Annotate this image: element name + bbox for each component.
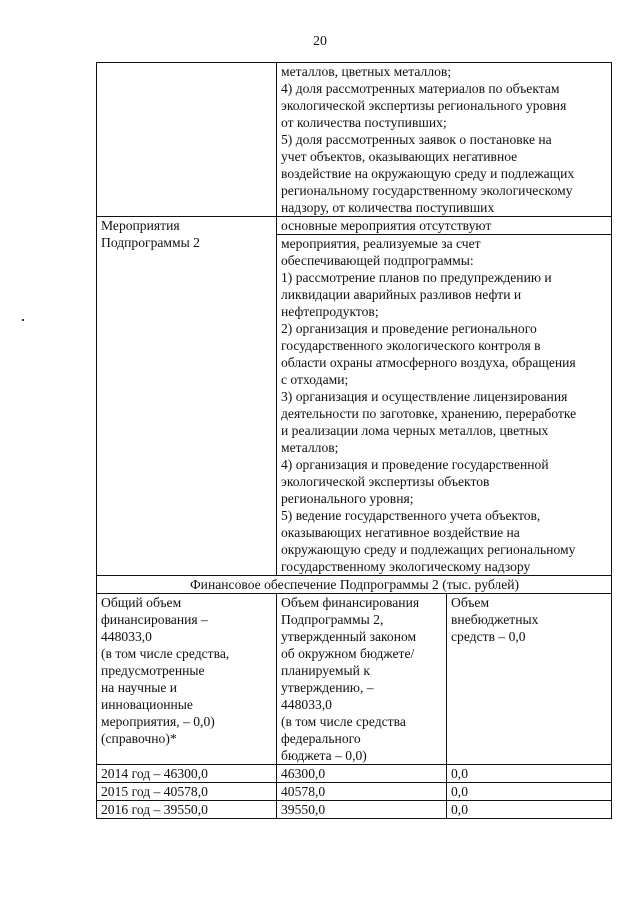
text-line: с отходами; [281,372,349,387]
year-row [97,801,612,819]
text-line: Объем [451,595,490,610]
year-cell: 2016 год – 39550,0 [97,801,277,819]
text-line: от количества поступивших; [281,115,447,130]
text-line: ликвидации аварийных разливов нефти и [281,287,522,302]
budget-cell: 46300,0 [277,765,447,783]
extra-cell: 0,0 [447,783,612,801]
text-line: деятельности по заготовке, хранению, переработке [281,406,577,421]
text-line: предусмотренные [101,663,205,678]
text-line: надзору, от количества поступивших [281,200,495,215]
text-line: бюджета – 0,0) [281,748,367,763]
year-cell: 2014 год – 46300,0 [97,765,277,783]
text-line: региональному государственному экологическому [281,183,573,198]
text-line: воздействие на окружающую среду и подлежащих [281,166,575,181]
page-number: 20 [313,34,327,49]
text-line: 448033,0 [101,629,152,644]
text-line: экологической экспертизы объектов [281,474,490,489]
activities-label-cell [97,217,277,576]
continued-row [97,63,612,217]
text-line: 4) доля рассмотренных материалов по объектам [281,81,560,96]
continued-text-cell [277,63,612,217]
text-line: окружающую среду и подлежащих региональному [281,542,576,557]
year-row [97,765,612,783]
text-line: мероприятия, реализуемые за счет [281,236,481,251]
year-row [97,783,612,801]
activities-label-line: Подпрограммы 2 [101,235,200,250]
text-line: государственного экологического контроля в [281,338,541,353]
text-line: инновационные [101,697,193,712]
budget-volume-cell [277,594,447,765]
text-line: федерального [281,731,361,746]
text-line: 4) организация и проведение государственной [281,457,549,472]
activities-label-line: Мероприятия [101,218,180,233]
extrabudgetary-cell [447,594,612,765]
total-volume-cell [97,594,277,765]
text-line: мероприятия, – 0,0) [101,714,215,729]
subprogram-table [96,62,612,819]
text-line: государственному экологическому надзору [281,559,531,574]
year-cell: 2015 год – 40578,0 [97,783,277,801]
text-line: внебюджетных [451,612,539,627]
text-line: (в том числе средства [281,714,406,729]
text-line: (в том числе средства, [101,646,230,661]
text-line: и реализации лома черных металлов, цветных [281,423,549,438]
text-line: 1) рассмотрение планов по предупреждению и [281,270,552,285]
financing-header-row [97,576,612,594]
activities-main-row [97,217,612,235]
text-line: обеспечивающей подпрограммы: [281,253,474,268]
text-line: 3) организация и осуществление лицензирования [281,389,568,404]
extra-cell: 0,0 [447,801,612,819]
text-line: металлов; [281,440,339,455]
text-line: финансирования – [101,612,208,627]
main-activities-cell [277,217,612,235]
text-line: Общий объем [101,595,182,610]
main-activities-text: основные мероприятия отсутствуют [281,218,492,233]
text-line: 5) доля рассмотренных заявок о постановке на [281,132,552,147]
text-line: средств – 0,0 [451,629,526,644]
text-line: нефтепродуктов; [281,304,379,319]
text-line: об окружном бюджете/ [281,646,415,661]
text-line: планируемый к [281,663,370,678]
text-line: экологической экспертизы регионального уровня [281,98,567,113]
text-line: области охраны атмосферного воздуха, обращения [281,355,576,370]
budget-cell: 39550,0 [277,801,447,819]
activities-list-cell [277,235,612,576]
financing-totals-row [97,594,612,765]
text-line: оказывающих негативное воздействие на [281,525,520,540]
text-line: (справочно)* [101,731,177,746]
text-line: утвержденный законом [281,629,417,644]
text-line: регионального уровня; [281,491,414,506]
text-line: утверждению, – [281,680,374,695]
text-line: металлов, цветных металлов; [281,64,452,79]
extra-cell: 0,0 [447,765,612,783]
text-line: 2) организация и проведение регионального [281,321,537,336]
financing-header: Финансовое обеспечение Подпрограммы 2 (тыс. рублей) [97,576,612,594]
text-line: Подпрограммы 2, [281,612,384,627]
empty-left-cell [97,63,277,217]
text-line: учет объектов, оказывающих негативное [281,149,518,164]
stray-mark [22,319,24,321]
text-line: Объем финансирования [281,595,420,610]
budget-cell: 40578,0 [277,783,447,801]
text-line: 5) ведение государственного учета объектов, [281,508,541,523]
text-line: на научные и [101,680,178,695]
text-line: 448033,0 [281,697,332,712]
